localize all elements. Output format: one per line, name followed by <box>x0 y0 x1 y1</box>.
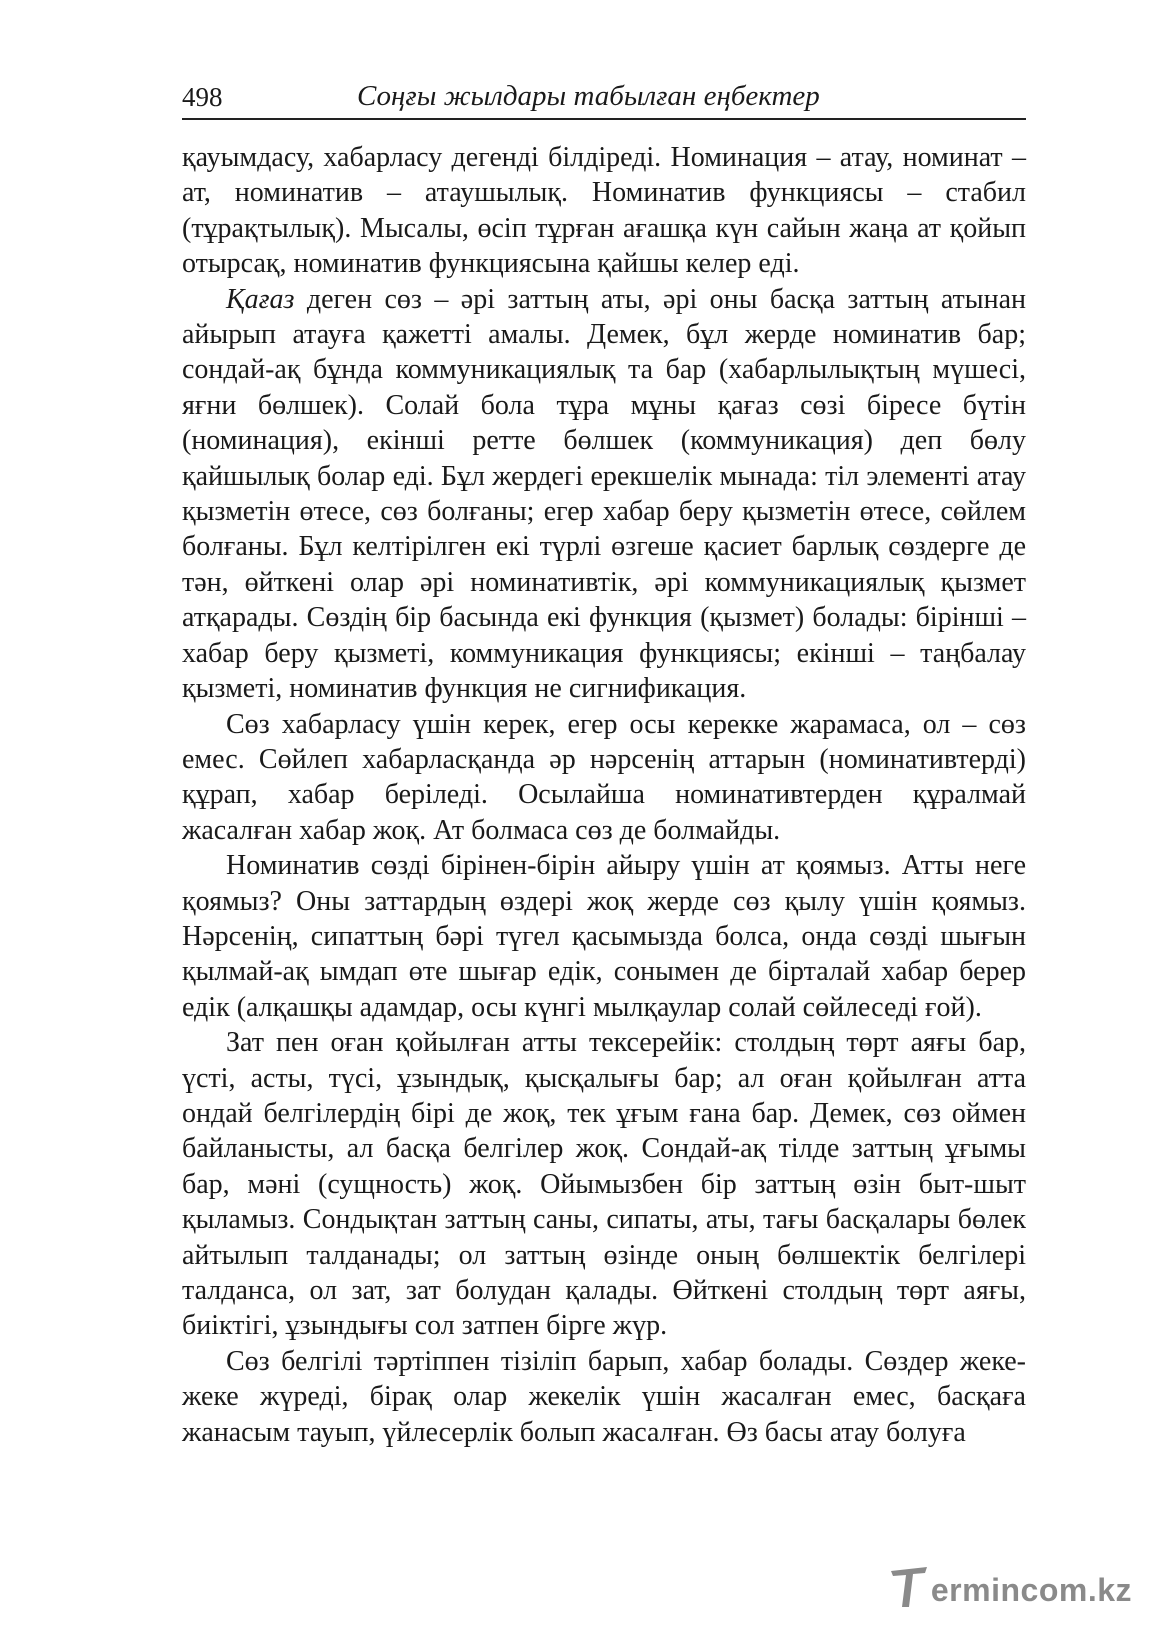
paragraph-3 <box>182 707 1026 849</box>
paragraph-1 <box>182 140 1026 282</box>
paragraph-text: Зат пен оған қойылған атты тексерейік: столдың төрт аяғы бар, үсті, асты, түсі, ұзындық, қысқалығы бар; ал оған қойылған атта ондай белгілердің бірі де жоқ, тек ұғым ғана бар. Демек, сөз оймен байланысты, ал басқа белгілер жоқ. Сондай-ақ тілде заттың ұғымы бар, мәні (сущность) жоқ. Ойымызбен бір заттың өзін быт-шыт қыламыз. Сондықтан заттың саны, сипаты, аты, тағы басқалары бөлек айтылып талданады; ол заттың өзінде оның бөлшектік белгілері талданса, ол зат, зат болудан қалады. Өйткені столдың төрт аяғы, биіктігі, ұзындығы сол затпен бірге жүр. <box>182 1027 1026 1342</box>
logo-mark-icon <box>889 1563 929 1609</box>
paragraph-text: Сөз хабарласу үшін керек, егер осы керекке жарамаса, ол – сөз емес. Сөйлеп хабарласқанда әр нәрсенің аттарын (номинативтерді) құрап, хабар беріледі. Осылайша номинативтерден құралмай жасалған хабар жоқ. Ат болмаса сөз де болмайды. <box>182 708 1026 846</box>
watermark-visible-text: ermincom.kz <box>930 1572 1132 1608</box>
paragraph-6 <box>182 1344 1026 1450</box>
paragraph-text: қауымдасу, хабарласу дегенді білдіреді. Номинация – атау, номинат – ат, номинатив – атаушылық. Номинатив функциясы – стабил (тұрақтылық). Мысалы, өсіп тұрған ағашқа күн сайын жаңа ат қойып отырсақ, номинатив функциясына қайшы келер еді. <box>182 142 1026 280</box>
paragraph-2 <box>182 282 1026 707</box>
italic-term: Қағаз <box>226 283 295 315</box>
paragraph-5 <box>182 1025 1026 1344</box>
paragraph-4 <box>182 848 1026 1025</box>
page-number: 498 <box>182 82 223 112</box>
page-header <box>182 78 1026 120</box>
running-title: Соңғы жылдары табылған еңбектер <box>357 80 820 112</box>
paragraph-text: деген сөз – әрі заттың аты, әрі оны басқа заттың атынан айырып атауға қажетті амалы. Демек, бұл жерде номинатив бар; сондай-ақ бұнда коммуникациялық та бар (хабарлылықтың мүшесі, яғни бөлшек). Солай бола тұра мұны қағаз сөзі біресе бүтін (номинация), екінші ретте бөлшек (коммуникация) деп бөлу қайшылық болар еді. Бұл жердегі ерекшелік мынада: тіл элементі атау қызметін өтесе, сөз болғаны; егер хабар беру қызметін өтесе, сөйлем болғаны. Бұл келтірілген екі түрлі өзгеше қасиет барлық сөздерге де тән, өйткені олар әрі номинативтік, әрі коммуникациялық қызмет атқарады. Сөздің бір басында екі функция (қызмет) болады: бірінші – хабар беру қызметі, коммуникация функциясы; екінші – таңбалау қызметі, номинатив функция не сигнификация. <box>182 283 1026 705</box>
body-text <box>182 140 1026 1450</box>
paragraph-text: Сөз белгілі тәртіппен тізіліп барып, хабар болады. Сөздер жеке-жеке жүреді, бірақ олар жекелік үшін жасалған емес, басқаға жанасым тауып, үйлесерлік болып жасалған. Өз басы атау болуға <box>182 1345 1026 1448</box>
paragraph-text: Номинатив сөзді бірінен-бірін айыру үшін ат қоямыз. Атты неге қоямыз? Оны заттардың өздері жоқ жерде сөз қылу үшін қоямыз. Нәрсенің, сипаттың бәрі түгел қасымызда болса, онда сөзді шығын қылмай-ақ ымдап өте шығар едік, сонымен де бірталай хабар берер едік (алқашқы адамдар, осы күнгі мылқаулар солай сөйлеседі ғой). <box>182 850 1026 1023</box>
watermark-logo <box>889 1563 1132 1609</box>
